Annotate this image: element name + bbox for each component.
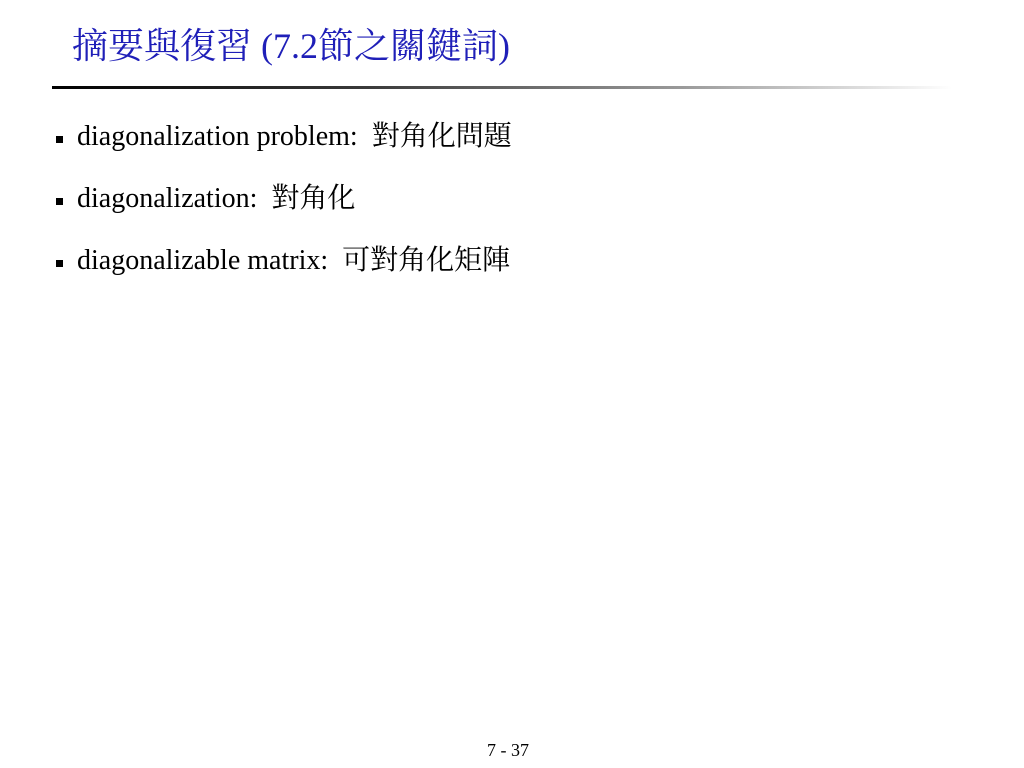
title-underline: [52, 86, 952, 89]
bullet-item: [52, 174, 512, 236]
page-number-footer: [0, 740, 1024, 761]
square-bullet-icon: [56, 260, 63, 267]
slide-title: 摘要與復習 (7.2節之關鍵詞): [72, 26, 510, 66]
bullet-text: diagonalization: 對角化: [77, 183, 356, 214]
page-number: 7 - 37: [487, 740, 529, 760]
bullet-text: diagonalization problem: 對角化問題: [77, 121, 512, 152]
square-bullet-icon: [56, 198, 63, 205]
bullet-list: [52, 112, 512, 298]
bullet-item: [52, 236, 512, 298]
bullet-text: diagonalizable matrix: 可對角化矩陣: [77, 245, 511, 276]
bullet-item: [52, 112, 512, 174]
square-bullet-icon: [56, 136, 63, 143]
